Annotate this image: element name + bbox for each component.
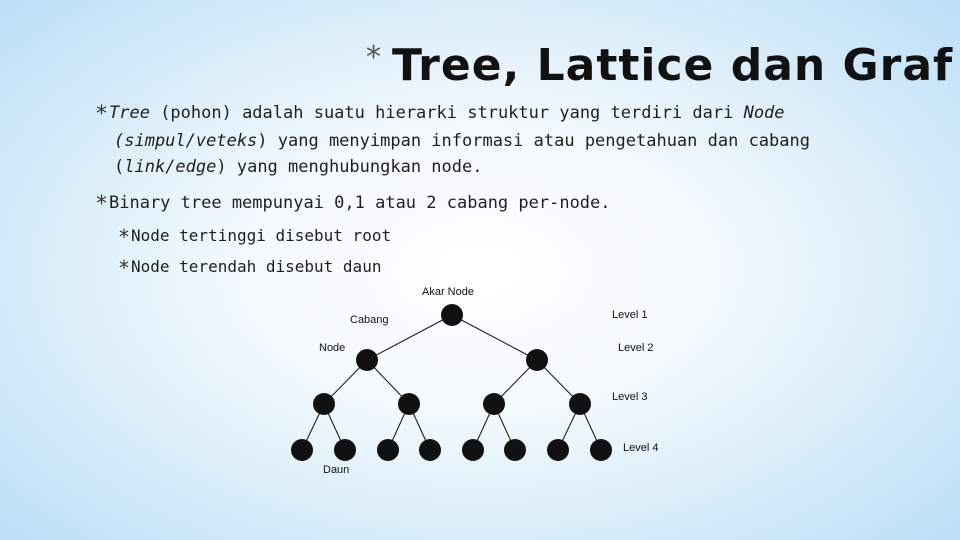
definition-text-2: ) yang menyimpan informasi atau pengetahuan dan cabang <box>257 131 810 151</box>
definition-text-1: (pohon) adalah suatu hierarki struktur yang terdiri dari <box>149 103 744 123</box>
leaf-node <box>291 439 313 461</box>
paren-open: ( <box>114 157 125 177</box>
title-star-icon: * <box>366 40 381 75</box>
leaf-node <box>334 439 356 461</box>
link-term: link/edge <box>124 157 217 177</box>
page-title: Tree, Lattice dan Graf <box>392 40 954 91</box>
branch-label: Cabang <box>350 314 389 326</box>
bullet-star-icon: * <box>96 102 107 127</box>
level4-label: Level 4 <box>623 442 659 454</box>
root-text: Node tertinggi disebut root <box>131 226 392 245</box>
level3-node <box>569 393 591 415</box>
level2-label: Level 2 <box>618 342 654 354</box>
leaf-text: Node terendah disebut daun <box>131 257 382 276</box>
bullet-star-icon: * <box>96 192 107 217</box>
leaf-node <box>377 439 399 461</box>
root-node <box>441 304 463 326</box>
level2-node <box>356 349 378 371</box>
sub-bullet-star-icon: * <box>119 225 129 249</box>
level3-node <box>313 393 335 415</box>
leaf-label: Daun <box>323 464 350 476</box>
level1-label: Level 1 <box>612 309 648 321</box>
node-label: Node <box>319 342 346 354</box>
tree-term: Tree <box>109 103 150 123</box>
level3-label: Level 3 <box>612 391 648 403</box>
level2-node <box>526 349 548 371</box>
level3-node <box>483 393 505 415</box>
node-term: Node <box>743 103 785 123</box>
simpul-term: (simpul/veteks <box>114 131 258 151</box>
tree-edge <box>452 315 537 360</box>
leaf-node <box>504 439 526 461</box>
tree-edges <box>302 315 601 450</box>
leaf-node <box>590 439 612 461</box>
sub-bullet-star-icon: * <box>119 256 129 280</box>
level3-node <box>398 393 420 415</box>
root-label: Akar Node <box>422 286 474 298</box>
definition-text-3: ) yang menghubungkan node. <box>216 157 483 177</box>
leaf-node <box>547 439 569 461</box>
binary-tree-text: Binary tree mempunyai 0,1 atau 2 cabang per-node. <box>109 193 611 213</box>
leaf-node <box>419 439 441 461</box>
leaf-node <box>462 439 484 461</box>
